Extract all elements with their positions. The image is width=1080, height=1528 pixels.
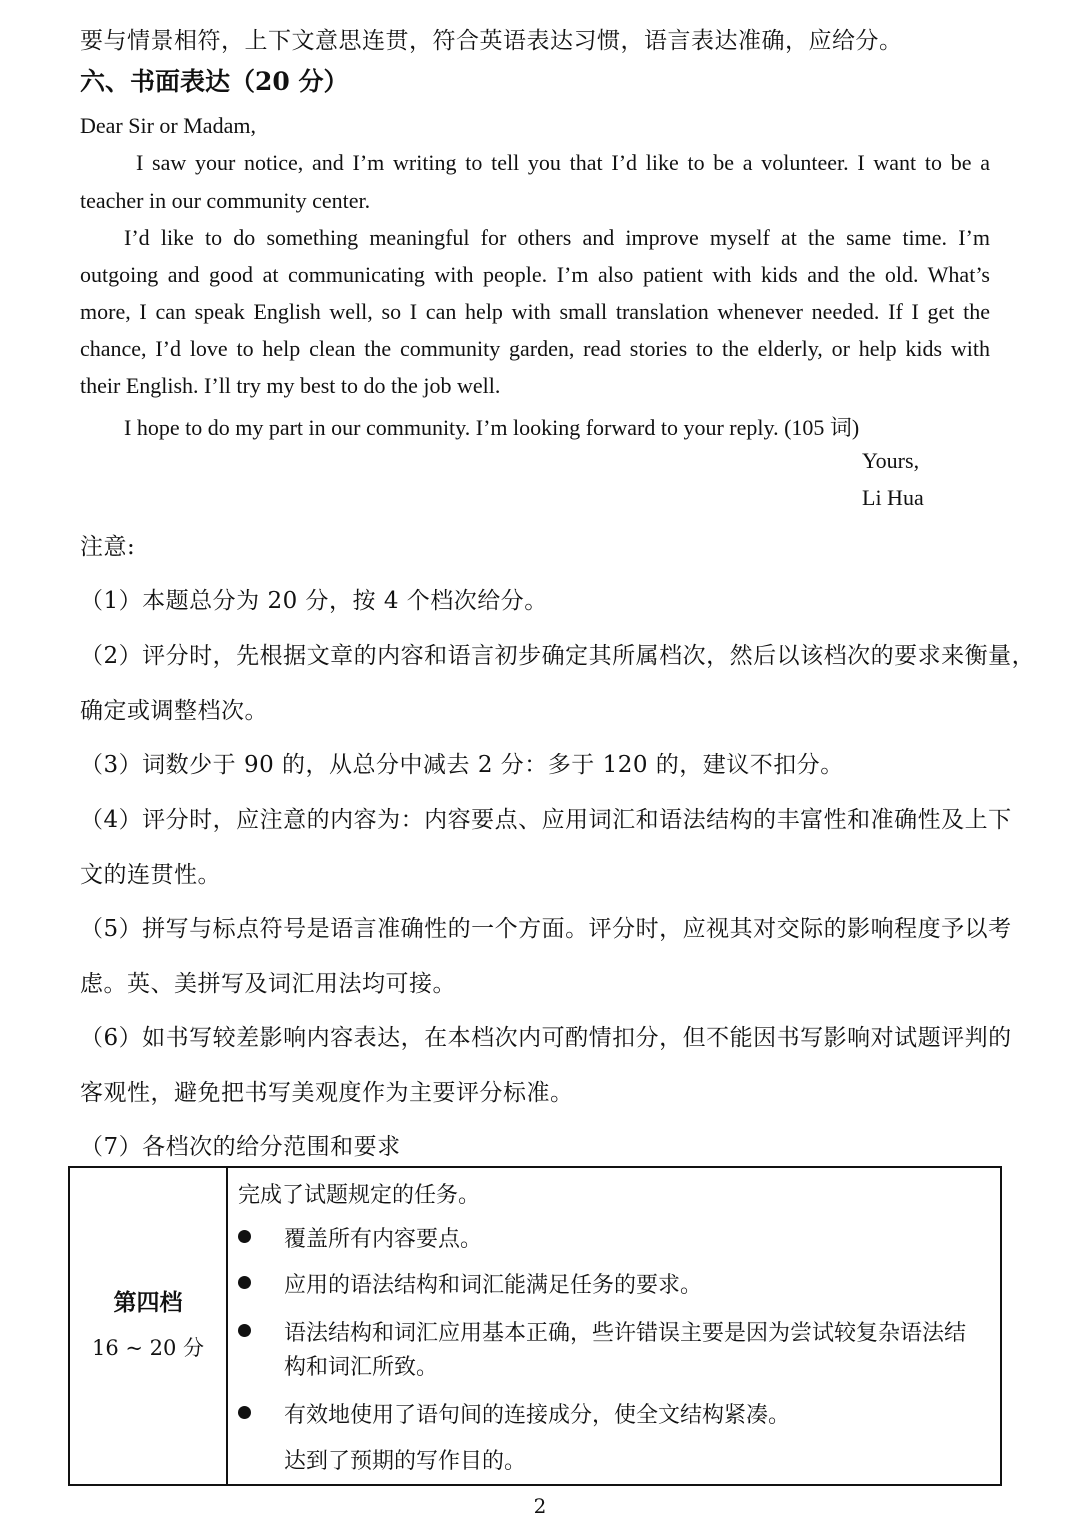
band-name: 第四档: [113, 1289, 183, 1316]
band-intro: 完成了试题规定的任务。: [238, 1183, 481, 1208]
band-score-range: 16 ~ 20 分: [91, 1336, 205, 1360]
page-number: 2: [533, 1494, 547, 1518]
letter-closing: Yours,: [862, 448, 920, 473]
bullet-icon: [238, 1276, 251, 1289]
note-4-line1: （4）评分时，应注意的内容为：内容要点、应用词汇和语法结构的丰富性和准确性及上下: [80, 807, 1012, 833]
note-5-line2: 虑。英、美拼写及词汇用法均可接。: [80, 971, 456, 997]
note-5-line1: （5）拼写与标点符号是语言准确性的一个方面。评分时，应视其对交际的影响程度予以考: [80, 916, 1012, 942]
requirement-3-line2: 构和词汇所致。: [284, 1355, 439, 1380]
requirement-1: 覆盖所有内容要点。: [284, 1227, 483, 1252]
band-outro: 达到了预期的写作目的。: [284, 1449, 527, 1474]
letter-p2-line2: outgoing and good at communicating with people. I’m also patient with kids and the old. What’s: [80, 262, 990, 287]
letter-p2-line1: I’d like to do something meaningful for others and improve myself at the same time. I’m: [124, 225, 990, 250]
bullet-icon: [238, 1406, 251, 1419]
table-column-divider: [226, 1168, 228, 1484]
letter-p1-line2: teacher in our community center.: [80, 188, 371, 213]
note-2-line1: （2）评分时，先根据文章的内容和语言初步确定其所属档次，然后以该档次的要求来衡量，: [80, 643, 1036, 669]
note-1: （1）本题总分为 20 分，按 4 个档次给分。: [80, 588, 548, 614]
letter-signature: Li Hua: [862, 485, 924, 510]
note-2-line2: 确定或调整档次。: [80, 698, 268, 724]
note-6-line2: 客观性，避免把书写美观度作为主要评分标准。: [80, 1080, 574, 1106]
requirement-3-line1: 语法结构和词汇应用基本正确，些许错误主要是因为尝试较复杂语法结: [284, 1321, 967, 1346]
previous-section-last-line: 要与情景相符，上下文意思连贯，符合英语表达习惯，语言表达准确，应给分。: [80, 28, 903, 54]
notes-label: 注意:: [80, 534, 136, 560]
requirement-4: 有效地使用了语句间的连接成分，使全文结构紧凑。: [284, 1403, 791, 1428]
letter-p3-line1: I hope to do my part in our community. I’m looking forward to your reply. (105 词): [124, 415, 860, 440]
note-3: （3）词数少于 90 的，从总分中减去 2 分：多于 120 的，建议不扣分。: [80, 752, 844, 778]
letter-p1-line1: I saw your notice, and I’m writing to tell you that I’d like to be a volunteer. I want to be a: [136, 150, 990, 175]
bullet-icon: [238, 1230, 251, 1243]
note-6-line1: （6）如书写较差影响内容表达，在本档次内可酌情扣分，但不能因书写影响对试题评判的: [80, 1025, 1012, 1051]
note-7: （7）各档次的给分范围和要求: [80, 1134, 401, 1160]
section-heading: 六、书面表达（20 分）: [80, 67, 349, 96]
letter-p2-line5: their English. I’ll try my best to do the job well.: [80, 373, 501, 398]
requirement-2: 应用的语法结构和词汇能满足任务的要求。: [284, 1273, 703, 1298]
letter-p2-line4: chance, I’d love to help clean the community garden, read stories to the elderly, or help kids with: [80, 336, 990, 361]
note-4-line2: 文的连贯性。: [80, 862, 221, 888]
letter-p2-line3: more, I can speak English well, so I can help with small translation whenever needed. If I get the: [80, 299, 990, 324]
letter-salutation: Dear Sir or Madam,: [80, 113, 256, 138]
bullet-icon: [238, 1324, 251, 1337]
grading-table: [68, 1166, 1002, 1486]
